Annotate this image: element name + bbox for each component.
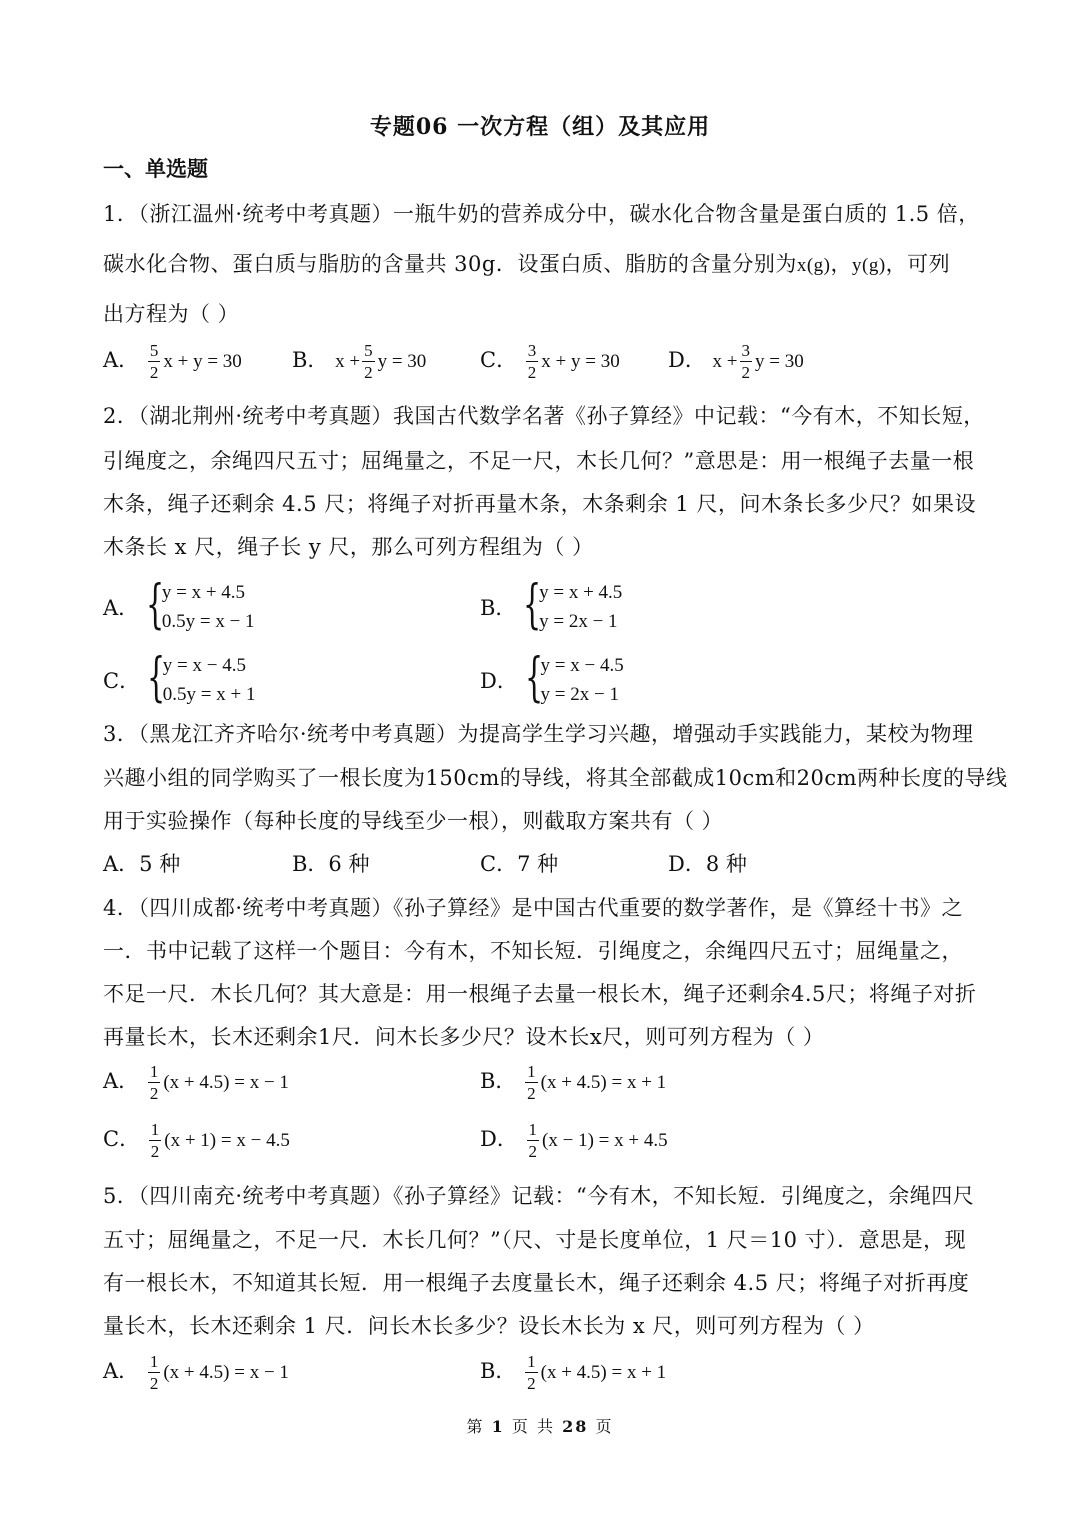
q4-line-3: 不足一尺．木长几何？其大意是：用一根绳子去量一根长木，绳子还剩余4.5尺；将绳子对折 <box>103 982 977 1006</box>
q5-line-2: 五寸；屈绳量之，不足一尺．木长几何？”（尺、寸是长度单位，1 尺＝10 寸）．意思是，现 <box>103 1228 967 1252</box>
q5-line-1: 5．（四川南充·统考中考真题）《孙子算经》记载：“今有木，不知长短．引绳度之，余绳四尺 <box>103 1184 975 1208</box>
q2-line-3: 木条，绳子还剩余 4.5 尺；将绳子对折再量木条，木条剩余 1 尺，问木条长多少尺？如果设 <box>103 492 976 516</box>
equation: x + y = 30 <box>163 351 242 372</box>
q2-option-c[interactable] <box>103 648 256 709</box>
equation-system: { y = x − 4.5 y = 2x − 1 <box>524 648 624 708</box>
section-heading: 一、单选题 <box>103 156 208 181</box>
q1-option-d[interactable] <box>668 342 804 381</box>
q1-separator: ， <box>830 252 852 276</box>
option-label: D． <box>480 1127 518 1151</box>
q1-x-unit: x(g) <box>796 255 831 276</box>
q5-option-b[interactable] <box>480 1353 666 1392</box>
q3-line-3: 用于实验操作（每种长度的导线至少一根），则截取方案共有（ ） <box>103 809 724 833</box>
fraction: $\frac{1}{2}$ <box>527 1062 536 1103</box>
q2-line-2: 引绳度之，余绳四尺五寸；屈绳量之，不足一尺，木长几何？”意思是：用一根绳子去量一根 <box>103 449 975 473</box>
equation: x + y = 30 <box>541 351 620 372</box>
option-label: C． <box>103 1127 141 1151</box>
q1-y-unit: y(g) <box>852 255 886 276</box>
option-label: D． <box>480 669 518 693</box>
option-label: D． <box>668 348 706 372</box>
fraction: $\frac{1}{2}$ <box>150 1120 160 1161</box>
equation: (x + 4.5) = x + 1 <box>540 1362 667 1383</box>
page-number: 1 <box>491 1417 505 1436</box>
equation-system: { y = x + 4.5 y = 2x − 1 <box>523 575 623 635</box>
q3-line-1: 3．（黑龙江齐齐哈尔·统考中考真题）为提高学生学习兴趣，增强动手实践能力，某校为物理 <box>103 722 974 746</box>
fraction: $\frac{1}{2}$ <box>527 1352 536 1393</box>
fraction: $\frac{1}{2}$ <box>149 1352 159 1393</box>
fraction: $\frac{3}{2}$ <box>527 341 537 382</box>
q3-option-a[interactable]: A．5 种 <box>103 852 181 876</box>
q5-line-4: 量长木，长木还剩余 1 尺．问长木长多少？设长木长为 x 尺，则可列方程为（ ） <box>103 1314 875 1338</box>
fraction: $\frac{3}{2}$ <box>741 341 750 382</box>
option-label: B． <box>292 348 329 372</box>
equation-system: { y = x + 4.5 0.5y = x − 1 <box>145 575 255 635</box>
equation: (x + 4.5) = x + 1 <box>540 1072 667 1093</box>
page-footer <box>0 1414 1080 1437</box>
q2-option-b[interactable] <box>480 575 623 636</box>
equation-prefix: x + <box>712 351 738 372</box>
footer-text: 页 共 <box>511 1417 555 1436</box>
q4-option-d[interactable] <box>480 1121 668 1160</box>
footer-text: 页 <box>595 1417 614 1436</box>
q5-line-3: 有一根长木，不知道其长短．用一根绳子去度量长木，绳子还剩余 4.5 尺；将绳子对折再度 <box>103 1271 970 1295</box>
equation: (x − 1) = x + 4.5 <box>542 1130 668 1151</box>
equation: y = 30 <box>755 351 804 372</box>
fraction: $\frac{1}{2}$ <box>528 1120 538 1161</box>
option-label: B． <box>480 1359 517 1383</box>
q4-option-b[interactable] <box>480 1063 666 1102</box>
option-label: C． <box>103 669 141 693</box>
equation: (x + 4.5) = x − 1 <box>163 1362 289 1383</box>
q3-line-2: 兴趣小组的同学购买了一根长度为150cm的导线，将其全部截成10cm和20cm两种长度的导线 <box>103 766 1008 790</box>
q4-option-c[interactable] <box>103 1121 290 1160</box>
q2-option-d[interactable] <box>480 648 624 709</box>
q1-line-2-end: ，可列 <box>885 252 951 276</box>
q1-option-c[interactable] <box>480 342 620 381</box>
option-label: A． <box>103 1359 140 1383</box>
q1-line-3: 出方程为（ ） <box>103 302 240 326</box>
total-pages: 28 <box>562 1417 589 1436</box>
option-label: C． <box>480 348 518 372</box>
equation: (x + 1) = x − 4.5 <box>164 1130 290 1151</box>
fraction: $\frac{1}{2}$ <box>149 1062 159 1103</box>
q4-line-1: 4．（四川成都·统考中考真题）《孙子算经》是中国古代重要的数学著作，是《算经十书》之 <box>103 896 964 920</box>
q2-option-a[interactable] <box>103 575 255 636</box>
option-label: A． <box>103 348 140 372</box>
q1-option-a[interactable] <box>103 342 242 381</box>
option-label: B． <box>480 596 517 620</box>
equation-system: { y = x − 4.5 0.5y = x + 1 <box>146 648 256 708</box>
footer-text: 第 <box>466 1417 485 1436</box>
page-title: 专题06 一次方程（组）及其应用 <box>369 114 711 140</box>
q1-line-1: 1．（浙江温州·统考中考真题）一瓶牛奶的营养成分中，碳水化合物含量是蛋白质的 1.5 倍， <box>103 202 980 226</box>
equation: (x + 4.5) = x − 1 <box>163 1072 289 1093</box>
q3-option-d[interactable]: D．8 种 <box>668 852 747 876</box>
equation-prefix: x + <box>335 351 361 372</box>
q2-line-4: 木条长 x 尺，绳子长 y 尺，那么可列方程组为（ ） <box>103 535 594 559</box>
option-label: A． <box>103 596 140 620</box>
q4-line-2: 一．书中记载了这样一个题目：今有木，不知长短．引绳度之，余绳四尺五寸；屈绳量之， <box>103 939 963 963</box>
fraction: $\frac{5}{2}$ <box>149 341 159 382</box>
option-label: A． <box>103 1069 140 1093</box>
q1-line-2 <box>103 248 950 278</box>
q3-option-b[interactable]: B．6 种 <box>292 852 370 876</box>
q5-option-a[interactable] <box>103 1353 289 1392</box>
equation: y = 30 <box>377 351 427 372</box>
fraction: $\frac{5}{2}$ <box>364 341 373 382</box>
q1-line-2-text: 碳水化合物、蛋白质与脂肪的含量共 30g．设蛋白质、脂肪的含量分别为 <box>103 252 797 276</box>
q3-option-c[interactable]: C．7 种 <box>480 852 559 876</box>
q2-line-1: 2．（湖北荆州·统考中考真题）我国古代数学名著《孙子算经》中记载：“今有木，不知长短， <box>103 404 985 428</box>
q4-option-a[interactable] <box>103 1063 289 1102</box>
q4-line-4: 再量长木，长木还剩余1尺．问木长多少尺？设木长x尺，则可列方程为（ ） <box>103 1025 825 1049</box>
option-label: B． <box>480 1069 517 1093</box>
q1-option-b[interactable] <box>292 342 426 381</box>
